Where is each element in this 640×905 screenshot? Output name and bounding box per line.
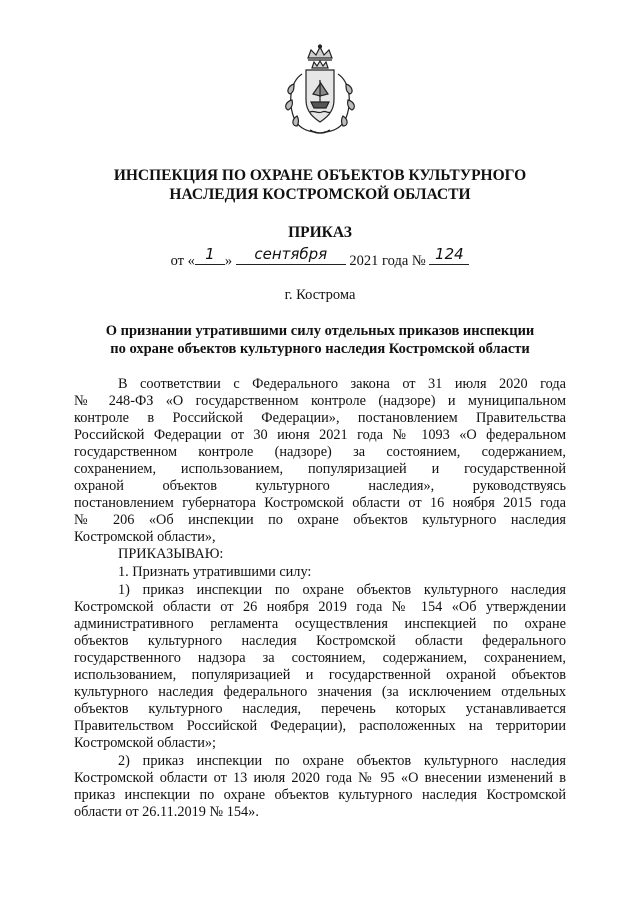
- body-line: объектов культурного наследия, перечень которых устанавливается: [74, 701, 566, 717]
- body-line: Костромской области от 26 ноября 2019 года № 154 «Об утверждении: [74, 599, 566, 615]
- order-subject: [0, 322, 640, 358]
- list-item: 1. Признать утратившими силу:: [118, 564, 312, 580]
- number-blank: [429, 245, 469, 265]
- body-line: области от 26.11.2019 № 154».: [74, 804, 259, 820]
- number-label: года №: [382, 253, 426, 269]
- body-line: государственного надзора за состоянием, содержанием, сохранением,: [74, 650, 566, 666]
- date-prefix: от «: [170, 253, 195, 269]
- handwritten-day: 1: [205, 245, 215, 263]
- city: г. Кострома: [284, 287, 356, 303]
- body-line: объектов культурного наследия Костромской области федерального: [74, 633, 566, 649]
- body-line: сохранением, использованием, популяризацией и государственной: [74, 461, 566, 477]
- date-mid: »: [224, 253, 233, 269]
- body-line: контроле в Российской Федерации», постановлением Правительства: [74, 410, 566, 426]
- body-line: Костромской области»;: [74, 735, 217, 751]
- organization-name-line-2: НАСЛЕДИЯ КОСТРОМСКОЙ ОБЛАСТИ: [169, 186, 471, 203]
- body-line: культурного наследия федерального значения (за исключением отдельных: [74, 684, 566, 700]
- body-line: Правительством Российской Федерации), расположенных на территории: [74, 718, 566, 734]
- organization-name: [0, 166, 640, 204]
- coat-of-arms-emblem: [280, 44, 360, 136]
- body-line: государственном контроле (надзоре) за состоянием, содержанием,: [74, 444, 566, 460]
- subject-line-1: О признании утратившими силу отдельных приказов инспекции: [105, 323, 535, 339]
- body-line: постановлением губернатора Костромской области от 16 ноября 2015 года: [74, 495, 566, 511]
- handwritten-month: сентября: [254, 245, 328, 263]
- list-item: 2) приказ инспекции по охране объектов культурного наследия: [118, 753, 566, 769]
- body-line: охраной объектов культурного наследия», руководствуясь: [74, 478, 566, 494]
- handwritten-number: 124: [435, 245, 464, 263]
- body-line: Костромской области»,: [74, 529, 216, 545]
- body-line: административного регламента осуществления инспекцией по охране: [74, 616, 566, 632]
- body-line: Российской Федерации от 30 июня 2021 года № 1093 «О федеральном: [74, 427, 566, 443]
- year: 2021: [349, 253, 379, 269]
- body-line: приказ инспекции по охране объектов культурного наследия Костромской: [74, 787, 566, 803]
- order-title: ПРИКАЗ: [288, 224, 352, 241]
- body-line: В соответствии с Федерального закона от 31 июля 2020 года: [118, 376, 566, 392]
- order-directive: ПРИКАЗЫВАЮ:: [118, 546, 224, 562]
- day-blank: [195, 245, 225, 265]
- organization-name-line-1: ИНСПЕКЦИЯ ПО ОХРАНЕ ОБЪЕКТОВ КУЛЬТУРНОГО: [113, 167, 527, 184]
- body-line: № 206 «Об инспекции по охране объектов культурного наследия: [74, 512, 566, 528]
- body-line: использованием, популяризацией и государственной охраной объектов: [74, 667, 566, 683]
- month-blank: [236, 245, 346, 265]
- subject-line-2: по охране объектов культурного наследия Костромской области: [110, 341, 530, 357]
- order-date-line: [0, 245, 640, 270]
- list-item: 1) приказ инспекции по охране объектов культурного наследия: [118, 582, 566, 598]
- body-line: № 248-ФЗ «О государственном контроле (надзоре) и муниципальном: [74, 393, 566, 409]
- body-line: Костромской области от 13 июля 2020 года № 95 «О внесении изменений в: [74, 770, 566, 786]
